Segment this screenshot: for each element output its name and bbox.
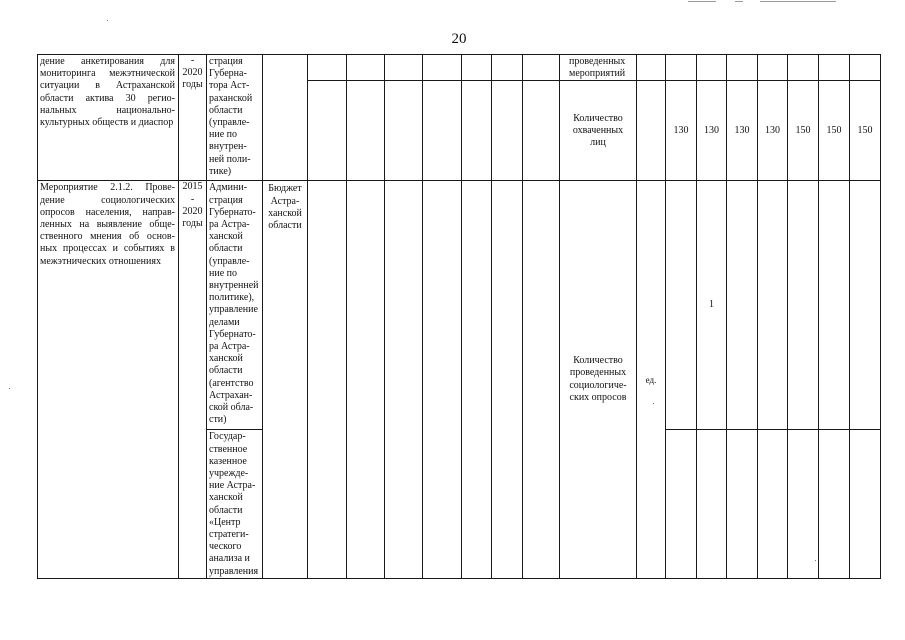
- empty-cell: [423, 81, 462, 181]
- table-row: [38, 181, 881, 430]
- years-cell: [179, 181, 207, 578]
- value-text: 130: [734, 124, 750, 136]
- empty-cell: [385, 181, 423, 578]
- empty-cell: [462, 81, 492, 181]
- value-cell: [666, 81, 697, 181]
- funding-text: Бюджет Астра- ханской области: [268, 183, 302, 232]
- activity-description: [38, 181, 179, 578]
- value-cell: [819, 81, 850, 181]
- value-text: 150: [857, 124, 873, 136]
- empty-cell: [727, 430, 758, 578]
- empty-cell: [697, 430, 727, 578]
- value-text: 150: [795, 124, 811, 136]
- empty-cell: [347, 181, 385, 578]
- value-cell: [788, 81, 819, 181]
- empty-cell: [788, 430, 819, 578]
- activity-description: [38, 55, 179, 181]
- activity-description-text: Мероприятие 2.1.2. Прове-дение социологических опросов населения, направ-ленных на выявление обще-ственного мнения об основ-ных процессах и событиях в межэтнических отношениях: [40, 182, 175, 267]
- empty-cell: [758, 430, 788, 578]
- scan-speck: [9, 388, 10, 389]
- empty-cell: [758, 181, 788, 430]
- empty-cell: [308, 55, 347, 81]
- indicator-cell: [560, 181, 637, 578]
- empty-cell: [492, 55, 523, 81]
- empty-cell: [308, 181, 347, 578]
- value-text: 130: [673, 124, 689, 136]
- empty-cell: [523, 81, 560, 181]
- value-cell: [850, 81, 881, 181]
- executor-cell: [207, 55, 263, 181]
- empty-cell: [850, 430, 881, 578]
- indicator-cell: [560, 55, 637, 81]
- empty-cell: [727, 55, 758, 81]
- value-text: 1: [709, 299, 714, 311]
- funding-cell: [263, 181, 308, 578]
- empty-cell: [788, 55, 819, 81]
- empty-cell: [788, 181, 819, 430]
- value-cell: [697, 181, 727, 430]
- value-text: 130: [704, 124, 719, 136]
- empty-cell: [850, 181, 881, 430]
- executor-text: Админи- страция Губернато- ра Астра- ханской области (управле- ние по внутренней политике), управление делами Губернато- ра Астра- ханской области (агентство Астрахан- ской обла- сти): [209, 182, 259, 426]
- value-cell: [758, 81, 788, 181]
- empty-cell: [423, 55, 462, 81]
- unit-text: ед.: [645, 374, 657, 385]
- years-cell: [179, 55, 207, 181]
- scan-mark: [760, 1, 836, 2]
- value-cell: [697, 81, 727, 181]
- table-row: [38, 55, 881, 81]
- value-text: 150: [826, 124, 842, 136]
- empty-cell: [462, 181, 492, 578]
- empty-cell: [666, 430, 697, 578]
- executor-cell: [207, 430, 263, 578]
- executor-cell: [207, 181, 263, 430]
- page-number: 20: [451, 31, 467, 47]
- empty-cell: [523, 55, 560, 81]
- empty-cell: [492, 81, 523, 181]
- empty-cell: [347, 55, 385, 81]
- scan-mark: [688, 1, 716, 2]
- empty-cell: [492, 181, 523, 578]
- indicator-text: Количество охваченных лиц: [572, 112, 624, 148]
- empty-cell: [637, 55, 666, 81]
- empty-cell: [697, 55, 727, 81]
- empty-cell: [523, 181, 560, 578]
- scan-speck: [107, 20, 108, 21]
- unit-cell: [637, 181, 666, 578]
- unit-cell: [637, 81, 666, 181]
- empty-cell: [819, 181, 850, 430]
- empty-cell: [819, 55, 850, 81]
- empty-cell: [423, 181, 462, 578]
- empty-cell: [385, 81, 423, 181]
- empty-cell: [462, 55, 492, 81]
- empty-cell: [666, 181, 697, 430]
- value-cell: [727, 81, 758, 181]
- indicator-text: проведенных мероприятий: [569, 56, 626, 80]
- activity-description-text: дение анкетирования для мониторинга межэтнической ситуации в Астраханской области актива 30 регио-нальных национально-культурных обществ и диаспор: [40, 56, 175, 129]
- scan-mark: [735, 1, 743, 2]
- indicator-text: Количество проведенных социологиче- ских опросов: [569, 355, 627, 403]
- empty-cell: [819, 430, 850, 578]
- executor-text: Государ- ственное казенное учрежде- ние Астра- ханской области «Центр стратеги- ческого анализа и управления: [209, 431, 259, 577]
- years-text: 2015 - 2020 годы: [182, 181, 203, 230]
- empty-cell: [727, 181, 758, 430]
- empty-cell: [385, 55, 423, 81]
- value-text: 130: [765, 124, 780, 136]
- indicator-cell: [560, 81, 637, 181]
- years-text: - 2020 годы: [182, 55, 203, 91]
- funding-cell: [263, 55, 308, 181]
- executor-text: страция Губерна- тора Аст- раханской области (управле- ние по внутрен- ней поли- тике): [209, 56, 253, 177]
- empty-cell: [758, 55, 788, 81]
- empty-cell: [666, 55, 697, 81]
- empty-cell: [308, 81, 347, 181]
- program-table: [37, 54, 881, 579]
- empty-cell: [850, 55, 881, 81]
- empty-cell: [347, 81, 385, 181]
